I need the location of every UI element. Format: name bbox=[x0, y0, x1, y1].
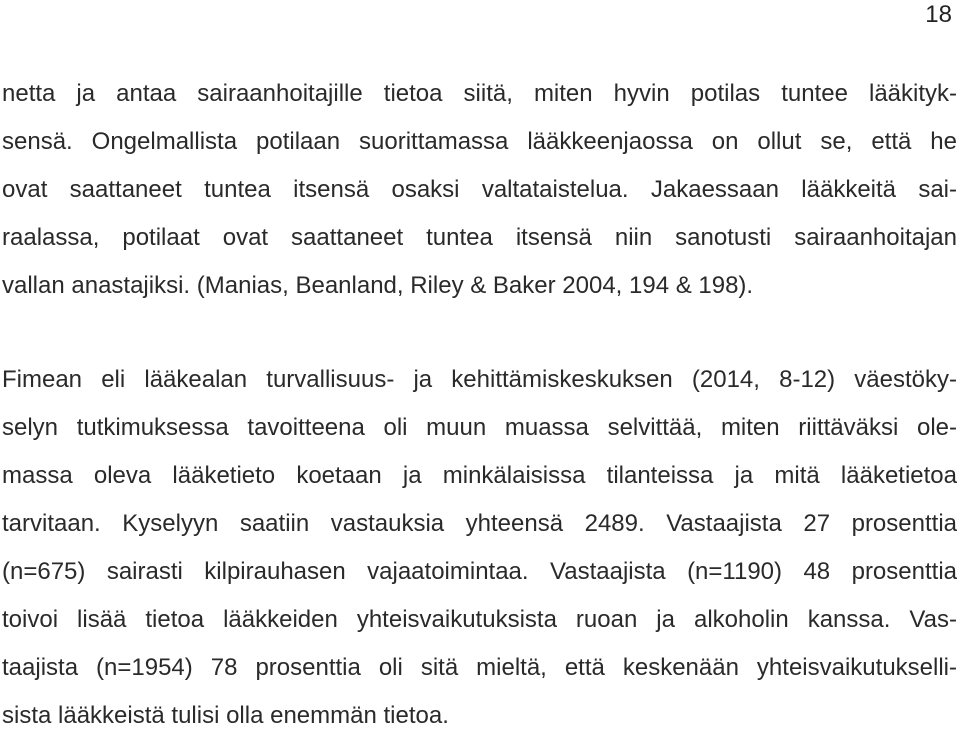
paragraph-line: netta ja antaa sairaanhoitajille tietoa siitä, miten hyvin potilas tuntee lääkityk- bbox=[2, 80, 957, 107]
paragraph-line: sista lääkkeistä tulisi olla enemmän tietoa. bbox=[2, 702, 449, 729]
document-body bbox=[2, 70, 957, 740]
paragraph-line: vallan anastajiksi. (Manias, Beanland, Riley & Baker 2004, 194 & 198). bbox=[2, 272, 754, 299]
paragraph-line: raalassa, potilaat ovat saattaneet tuntea itsensä niin sanotusti sairaanhoitajan bbox=[2, 224, 957, 251]
paragraph-line: toivoi lisää tietoa lääkkeiden yhteisvaikutuksista ruoan ja alkoholin kanssa. Vas- bbox=[2, 606, 957, 633]
paragraph-spacer bbox=[2, 310, 957, 356]
paragraph-line: sensä. Ongelmallista potilaan suorittamassa lääkkeenjaossa on ollut se, että he bbox=[2, 128, 957, 155]
paragraph-line: Fimean eli lääkealan turvallisuus- ja kehittämiskeskuksen (2014, 8-12) väestöky- bbox=[2, 366, 957, 393]
paragraph-fimea-survey bbox=[2, 356, 957, 740]
paragraph-line: (n=675) sairasti kilpirauhasen vajaatoimintaa. Vastaajista (n=1190) 48 prosenttia bbox=[2, 558, 957, 585]
paragraph-line: tarvitaan. Kyselyyn saatiin vastauksia yhteensä 2489. Vastaajista 27 prosenttia bbox=[2, 510, 957, 537]
paragraph-line: massa oleva lääketieto koetaan ja minkälaisissa tilanteissa ja mitä lääketietoa bbox=[2, 462, 957, 489]
paragraph-medication-distribution bbox=[2, 70, 957, 310]
paragraph-line: selyn tutkimuksessa tavoitteena oli muun muassa selvittää, miten riittäväksi ole- bbox=[2, 414, 957, 441]
page-number: 18 bbox=[925, 1, 952, 28]
paragraph-line: ovat saattaneet tuntea itsensä osaksi valtataistelua. Jakaessaan lääkkeitä sai- bbox=[2, 176, 957, 203]
paragraph-line: taajista (n=1954) 78 prosenttia oli sitä mieltä, että keskenään yhteisvaikutukselli- bbox=[2, 654, 957, 681]
